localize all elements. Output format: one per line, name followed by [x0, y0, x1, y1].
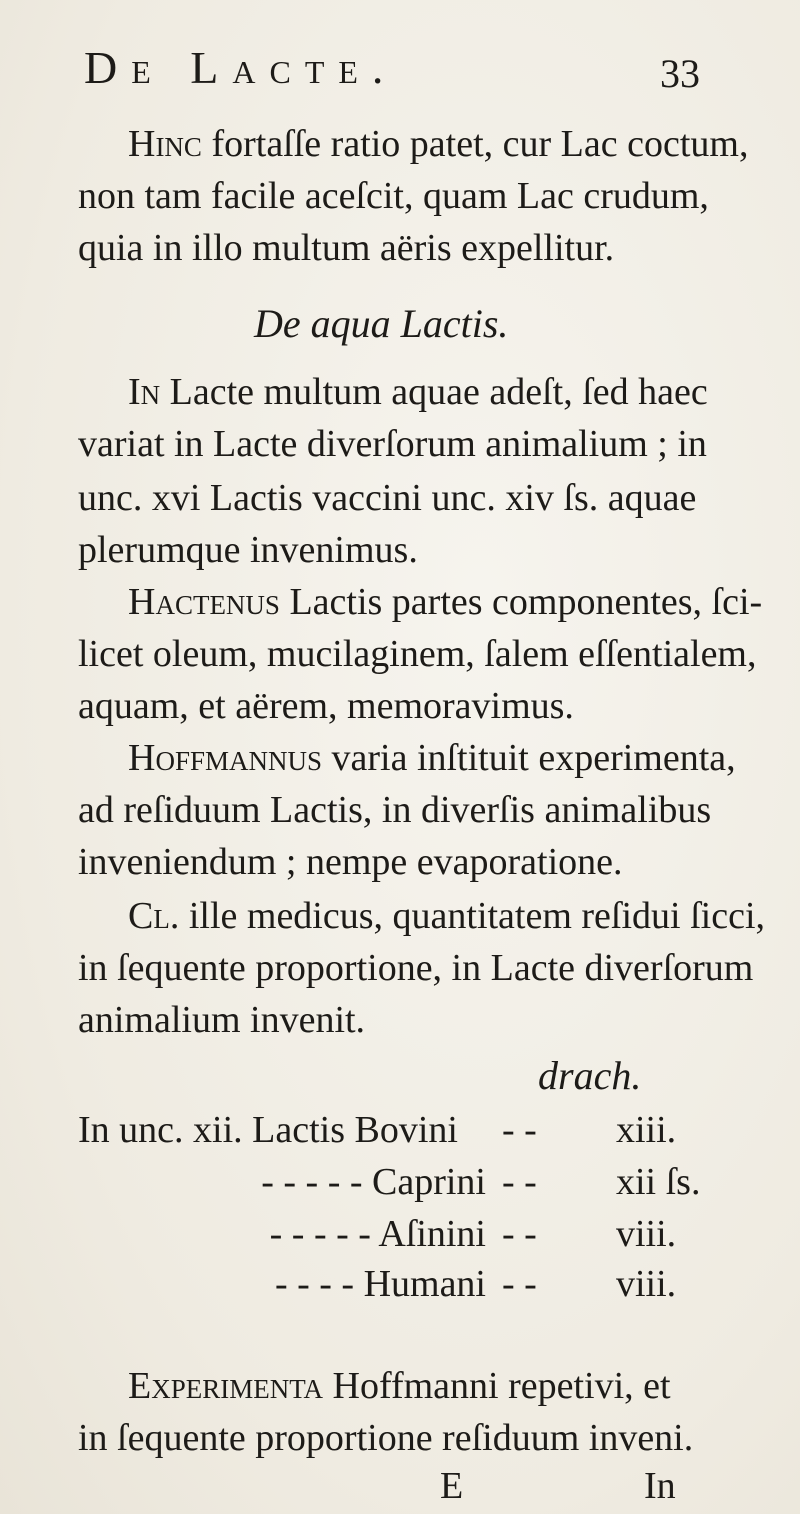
table-row-label: - - - - - Caprini	[261, 1161, 486, 1203]
paragraph-5-line-3: animalium invenit.	[78, 999, 366, 1041]
paragraph-6-line-2: in ſequente proportione reſiduum inveni.	[78, 1417, 694, 1459]
table-row	[78, 1158, 738, 1206]
paragraph-6-line-1: Experimenta Hoffmanni repetivi, et	[128, 1365, 671, 1407]
paragraph-4-line-2: ad reſiduum Lactis, in diverſis animalibus	[78, 789, 712, 831]
paragraph-1-line-2: non tam facile aceſcit, quam Lac crudum,	[78, 175, 709, 217]
table-row	[78, 1260, 738, 1308]
table-row-value: viii.	[616, 1263, 677, 1305]
paragraph-3-line-3: aquam, et aërem, memoravimus.	[78, 685, 574, 727]
paragraph-5-line-2: in ſequente proportione, in Lacte diverſorum	[78, 947, 754, 989]
table-unit-header: drach.	[538, 1053, 642, 1098]
paragraph-3-line-2: licet oleum, mucilaginem, ſalem eſſentialem,	[78, 633, 757, 675]
table-row	[78, 1106, 738, 1154]
table-row-dashes: - -	[502, 1263, 537, 1305]
running-title: De Lacte.	[84, 42, 398, 93]
paragraph-5-line-1: Cl. ille medicus, quantitatem reſidui ſicci,	[128, 895, 766, 937]
catchword: In	[644, 1465, 676, 1507]
page-number: 33	[660, 51, 700, 96]
table-row-label: - - - - Humani	[274, 1263, 486, 1305]
paragraph-2-line-4: plerumque invenimus.	[78, 529, 418, 571]
paragraph-2-line-1: In Lacte multum aquae adeſt, ſed haec	[128, 371, 708, 413]
page-header	[0, 38, 800, 98]
paragraph-2-line-2: variat in Lacte diverſorum animalium ; in	[78, 423, 707, 465]
table-row-value: xii ſs.	[616, 1161, 701, 1203]
table-row-label: - - - - - Aſinini	[269, 1213, 486, 1255]
paragraph-2-line-3: unc. xvi Lactis vaccini unc. xiv ſs. aquae	[78, 477, 697, 519]
paragraph-3-line-1: Hactenus Lactis partes componentes, ſci-	[128, 581, 763, 623]
table-row	[78, 1210, 738, 1258]
table-row-label: In unc. xii. Lactis Bovini	[78, 1109, 458, 1151]
table-row-dashes: - -	[502, 1161, 537, 1203]
table-row-value: viii.	[616, 1213, 677, 1255]
table-row-dashes: - -	[502, 1109, 537, 1151]
table-row-value: xiii.	[616, 1109, 677, 1151]
paragraph-4-line-3: inveniendum ; nempe evaporatione.	[78, 841, 623, 883]
signature-mark: E	[440, 1465, 464, 1507]
section-heading: De aqua Lactis.	[254, 301, 509, 346]
paragraph-1-line-1: Hinc fortaſſe ratio patet, cur Lac coctum,	[128, 123, 749, 165]
paragraph-1-line-3: quia in illo multum aëris expellitur.	[78, 227, 615, 269]
table-row-dashes: - -	[502, 1213, 537, 1255]
paragraph-4-line-1: Hoffmannus varia inſtituit experimenta,	[128, 737, 736, 779]
